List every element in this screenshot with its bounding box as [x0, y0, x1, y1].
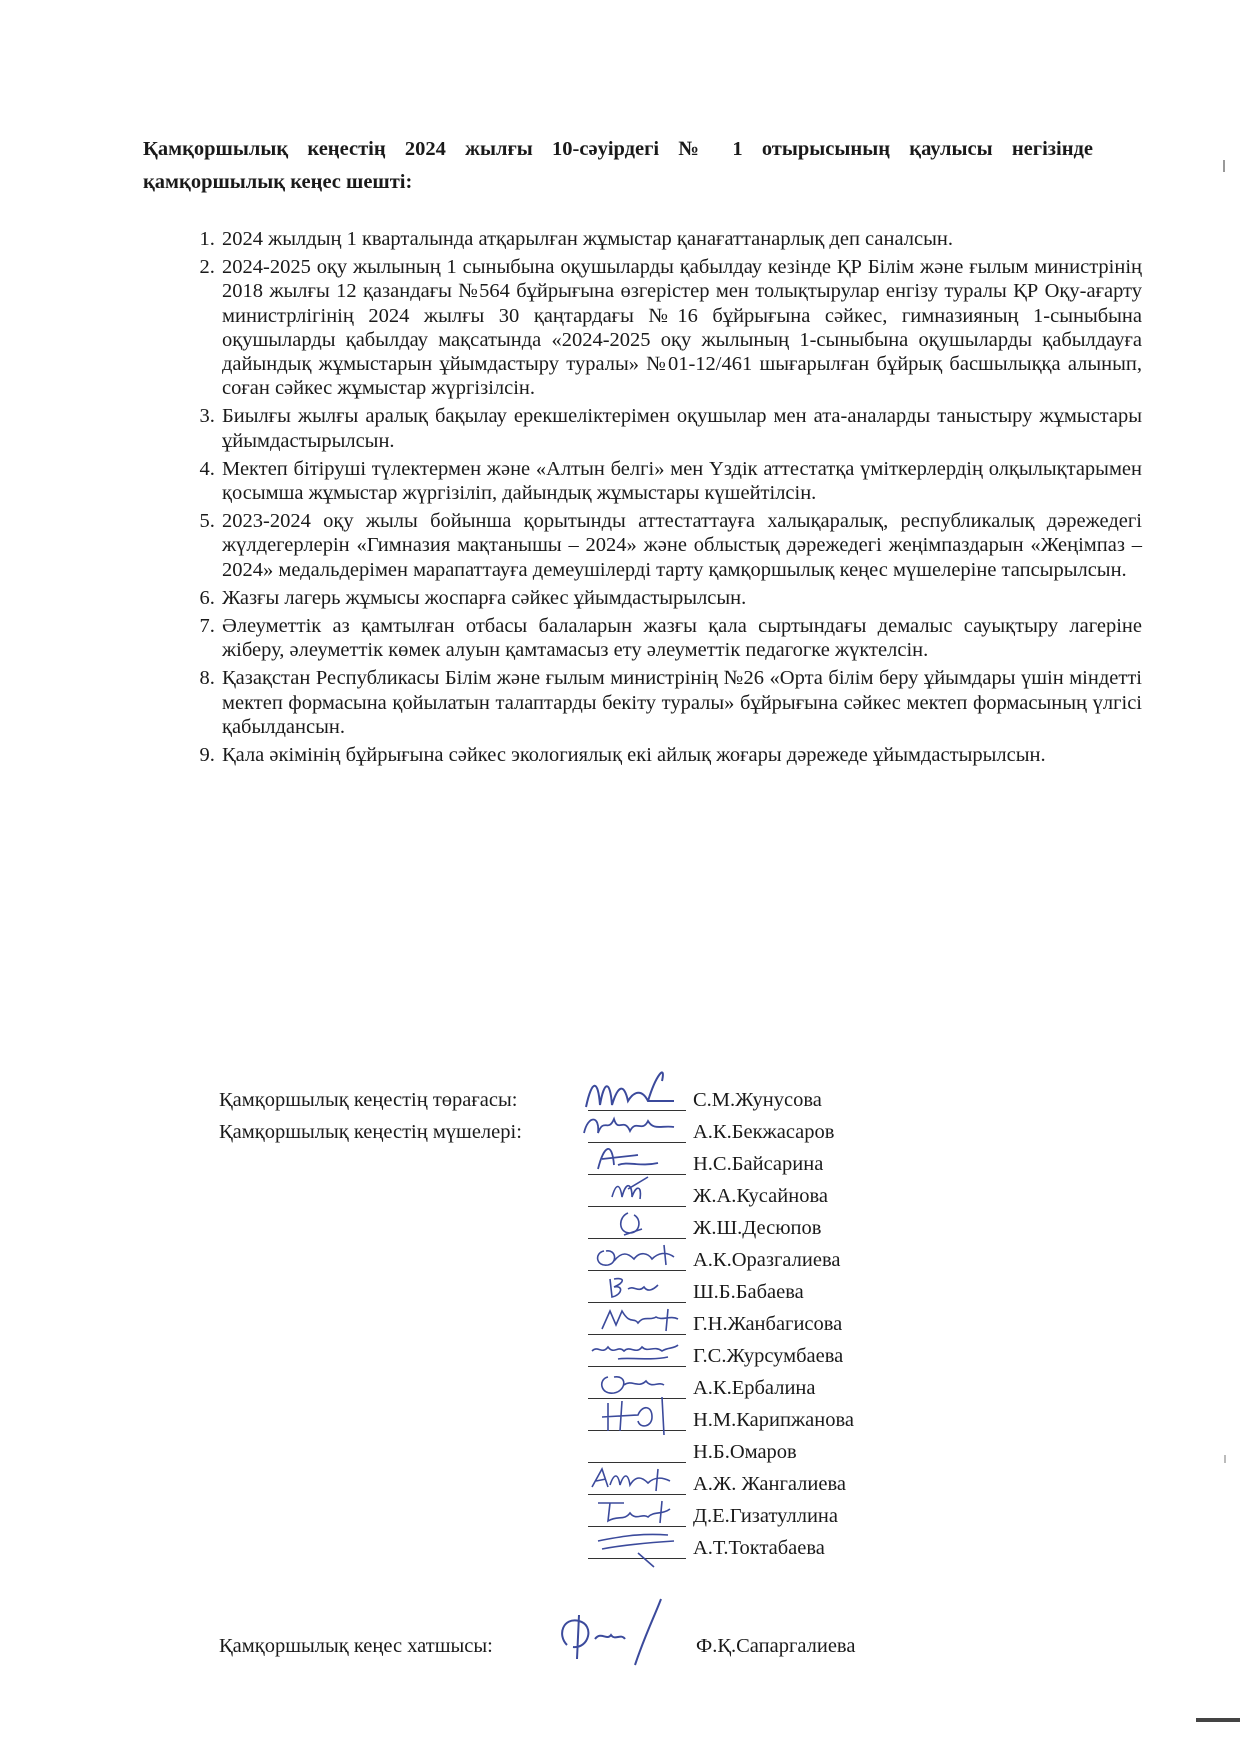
member-name: А.К.Ербалина: [693, 1377, 816, 1399]
chair-label: Қамқоршылық кеңестің төрағасы:: [219, 1089, 518, 1111]
decision-item: 5. 2023-2024 оқу жылы бойынша қорытынды аттестаттауға халықаралық, республикалық дәрежедегі жүлдегерлерін «Гимназия мақтанышы – 2024» және облыстық дәрежедегі жеңімпаздарын «Жеңімпаз – 2024» медальдерімен марапаттауға демеушілерді тарту қамқоршылық кеңес мүшелеріне тапсырылсын.: [220, 509, 1142, 582]
signature-block: [219, 1085, 1019, 1695]
decision-item: 6. Жазғы лагерь жұмысы жоспарға сәйкес ұйымдастырылсын.: [220, 586, 1142, 610]
decision-item: 9. Қала әкімінің бұйрығына сәйкес экологиялық екі айлық жоғары дәрежеде ұйымдастырылсын.: [220, 743, 1142, 767]
member-name: Ш.Б.Бабаева: [693, 1281, 804, 1303]
secretary-name: Ф.Қ.Сапаргалиева: [696, 1635, 856, 1657]
decision-item: 2. 2024-2025 оқу жылының 1 сыныбына оқушыларды қабылдау кезінде ҚР Білім және ғылым министрінің 2018 жылғы 12 қазандағы №564 бұйрығына өзгерістер мен толықтырулар енгізу туралы ҚР Оқу-ағарту министрлігінің 2024 жылғы 30 қаңтардағы №16 бұйрығына сәйкес, гимназияның 1-сыныбына оқушыларды қабылдау мақсатында «2024-2025 оқу жылының 1-сыныбына оқушыларды қабылдауға дайындық жұмыстарын ұйымдастыру туралы» №01-12/461 шығарылған бұйрық басшылыққа алынып, соған сәйкес жұмыстар жүргізілсін.: [220, 255, 1142, 400]
member-name: Н.М.Карипжанова: [693, 1409, 854, 1431]
signature-row-member: [588, 1533, 1008, 1565]
signature-row-member: [588, 1405, 1008, 1437]
signature-mark: [578, 1391, 698, 1439]
decision-item: 8. Қазақстан Республикасы Білім және ғылым министрінің №26 «Орта білім беру ұйымдары үшін міндетті мектеп формасына қойылатын талаптарды бекіту туралы» бұйрығына сәйкес мектеп формасының үлгісі қабылдансын.: [220, 666, 1142, 739]
secretary-label: Қамқоршылық кеңес хатшысы:: [219, 1635, 493, 1657]
member-name: Г.Н.Жанбагисова: [693, 1313, 843, 1335]
member-name: Г.С.Журсумбаева: [693, 1345, 844, 1367]
member-name: Н.С.Байсарина: [693, 1153, 824, 1175]
decision-item: 3. Биылғы жылғы аралық бақылау ерекшеліктерімен оқушылар мен ата-аналарды таныстыру жұмыстары ұйымдастырылсын.: [220, 404, 1142, 452]
member-name: Ж.Ш.Десюпов: [693, 1217, 822, 1239]
document-heading: Қамқоршылық кеңестің 2024 жылғы 10-сәуірдегі № 1 отырысының қаулысы негізінде қамқоршылық кеңес шешті:: [143, 138, 1093, 193]
scan-edge: [1196, 1718, 1240, 1722]
member-name: А.Ж. Жангалиева: [693, 1473, 846, 1495]
signature-mark: [578, 1519, 698, 1567]
member-name: А.Т.Токтабаева: [693, 1537, 825, 1559]
decision-item: 7. Әлеуметтік аз қамтылған отбасы балаларын жазғы қала сыртындағы демалыс сауықтыру лагеріне жіберу, әлеуметтік көмек алуын қамтамасыз ету әлеуметтік педагогке жүктелсін.: [220, 614, 1142, 662]
member-name: Н.Б.Омаров: [693, 1441, 797, 1463]
scan-mark: [1223, 160, 1225, 172]
members-label: Қамқоршылық кеңестің мүшелері:: [219, 1121, 522, 1143]
decision-item: 4. Мектеп бітіруші түлектермен және «Алтын белгі» мен Үздік аттестатқа үміткерлердің олқылықтарымен қосымша жұмыстар жүргізіліп, дайындық жұмыстары күшейтілсін.: [220, 457, 1142, 505]
member-name: А.К.Бекжасаров: [693, 1121, 835, 1143]
member-name: Ж.А.Кусайнова: [693, 1185, 828, 1207]
chair-name: С.М.Жунусова: [693, 1089, 822, 1111]
decision-list: [174, 227, 1142, 771]
scan-mark: [1224, 1455, 1226, 1463]
member-name: А.К.Оразгалиева: [693, 1249, 841, 1271]
decision-item: 1. 2024 жылдың 1 кварталында атқарылған жұмыстар қанағаттанарлық деп саналсын.: [220, 227, 1142, 251]
secretary-signature-mark: [549, 1595, 689, 1675]
member-name: Д.Е.Гизатуллина: [693, 1505, 839, 1527]
